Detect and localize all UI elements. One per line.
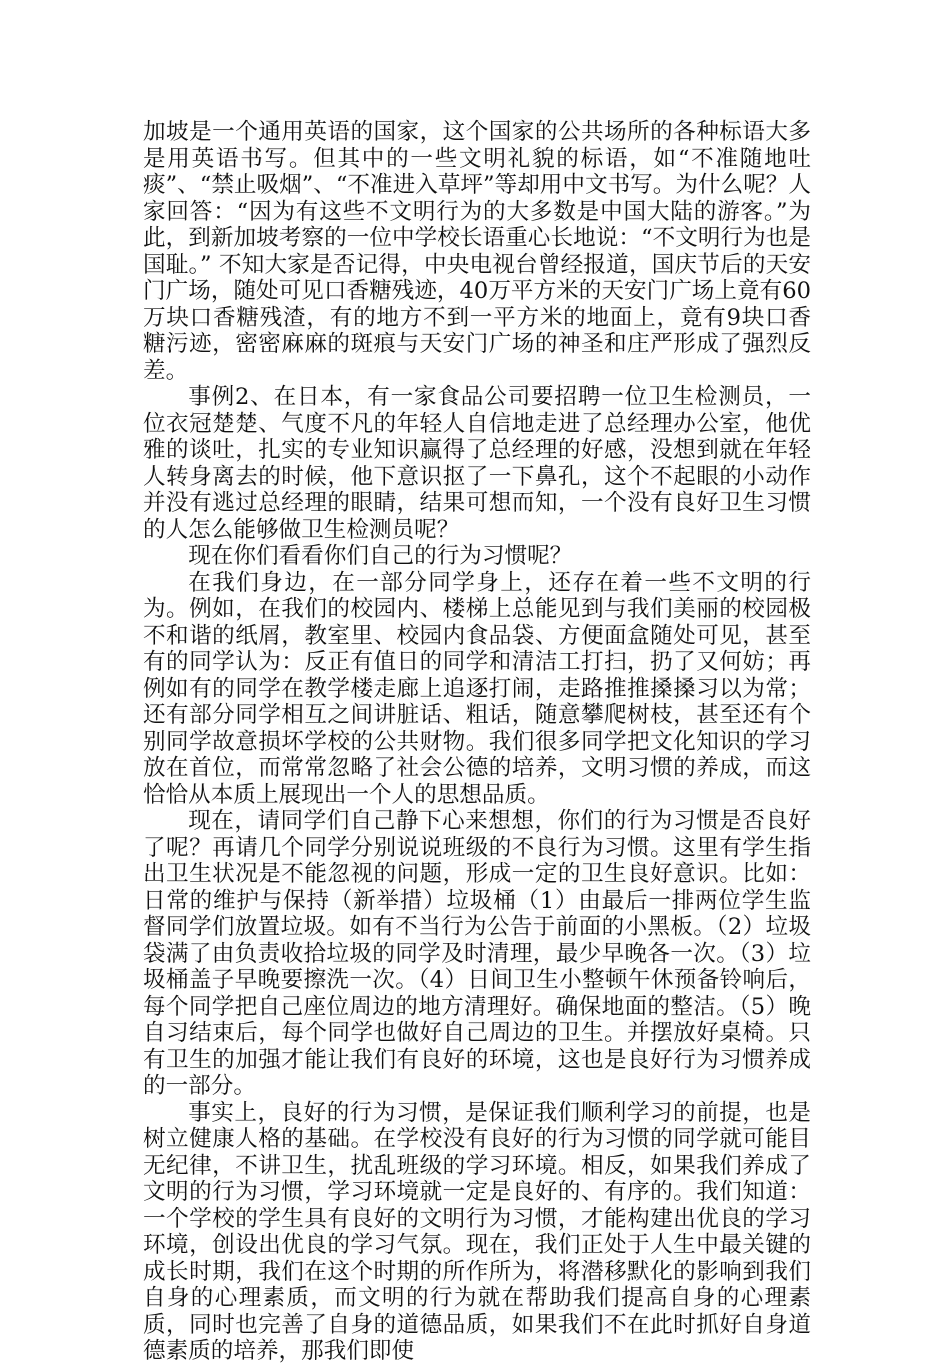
paragraph-hygiene-measures: 现在，请同学们自己静下心来想想，你们的行为习惯是否良好了呢？再请几个同学分别说说班级的不良行为习惯。这里有学生指出卫生状况是不能忽视的问题，形成一定的卫生良好意识。比如：日常的维护与保持（新举措）垃圾桶（1）由最后一排两位学生监督同学们放置垃圾。如有不当行为公告于前面的小黑板。（2）垃圾袋满了由负责收拾垃圾的同学及时清理，最少早晚各一次。（3）垃圾桶盖子早晚要擦洗一次。（4）日间卫生小整顿午休预备铃响后，每个同学把自己座位周边的地方清理好。确保地面的整洁。（5）晚自习结束后，每个同学也做好自己周边的卫生。并摆放好桌椅。只有卫生的加强才能让我们有良好的环境，这也是良好行为习惯养成的一部分。 [143,808,811,1099]
paragraph-singapore-signs: 加坡是一个通用英语的国家，这个国家的公共场所的各种标语大多是用英语书写。但其中的一些文明礼貌的标语，如“不准随地吐痰”、“禁止吸烟”、“不准进入草坪”等却用中文书写。为什么呢？人家回答：“因为有这些不文明行为的大多数是中国大陆的游客。”为此，到新加坡考察的一位中学校长语重心长地说：“不文明行为也是国耻。” 不知大家是否记得，中央电视台曾经报道，国庆节后的天安门广场，随处可见口香糖残迹，40万平方米的天安门广场上竟有60万块口香糖残渣，有的地方不到一平方米的地面上，竟有9块口香糖污迹，密密麻麻的斑痕与天安门广场的神圣和庄严形成了强烈反差。 [143,119,811,384]
paragraph-example-2: 事例2、在日本，有一家食品公司要招聘一位卫生检测员，一位衣冠楚楚、气度不凡的年轻人自信地走进了总经理办公室，他优雅的谈吐，扎实的专业知识赢得了总经理的好感，没想到就在年轻人转身离去的时候，他下意识抠了一下鼻孔，这个不起眼的小动作并没有逃过总经理的眼睛，结果可想而知，一个没有良好卫生习惯的人怎么能够做卫生检测员呢？ [143,384,811,543]
paragraph-uncivil-behavior: 在我们身边，在一部分同学身上，还存在着一些不文明的行为。例如，在我们的校园内、楼梯上总能见到与我们美丽的校园极不和谐的纸屑，教室里、校园内食品袋、方便面盒随处可见，甚至有的同学认为：反正有值日的同学和清洁工打扫，扔了又何妨；再例如有的同学在教学楼走廊上追逐打闹，走路推推搡搡习以为常；还有部分同学相互之间讲脏话、粗话，随意攀爬树枝，甚至还有个别同学故意损坏学校的公共财物。我们很多同学把文化知识的学习放在首位，而常常忽略了社会公德的培养，文明习惯的养成，而这恰恰从本质上展现出一个人的思想品质。 [143,569,811,808]
document-page [143,119,811,1365]
paragraph-self-check-question: 现在你们看看你们自己的行为习惯呢？ [188,543,573,569]
paragraph-good-habits: 事实上，良好的行为习惯，是保证我们顺利学习的前提，也是树立健康人格的基础。在学校没有良好的行为习惯的同学就可能目无纪律，不讲卫生，扰乱班级的学习环境。相反，如果我们养成了文明的行为习惯，学习环境就一定是良好的、有序的。我们知道：一个学校的学生具有良好的文明行为习惯，才能构建出优良的学习环境，创设出优良的学习气氛。现在，我们正处于人生中最关键的成长时期，我们在这个时期的所作所为，将潜移默化的影响到我们自身的心理素质，而文明的行为就在帮助我们提高自身的心理素质，同时也完善了自身的道德品质，如果我们不在此时抓好自身道德素质的培养，那我们即使 [143,1099,811,1364]
